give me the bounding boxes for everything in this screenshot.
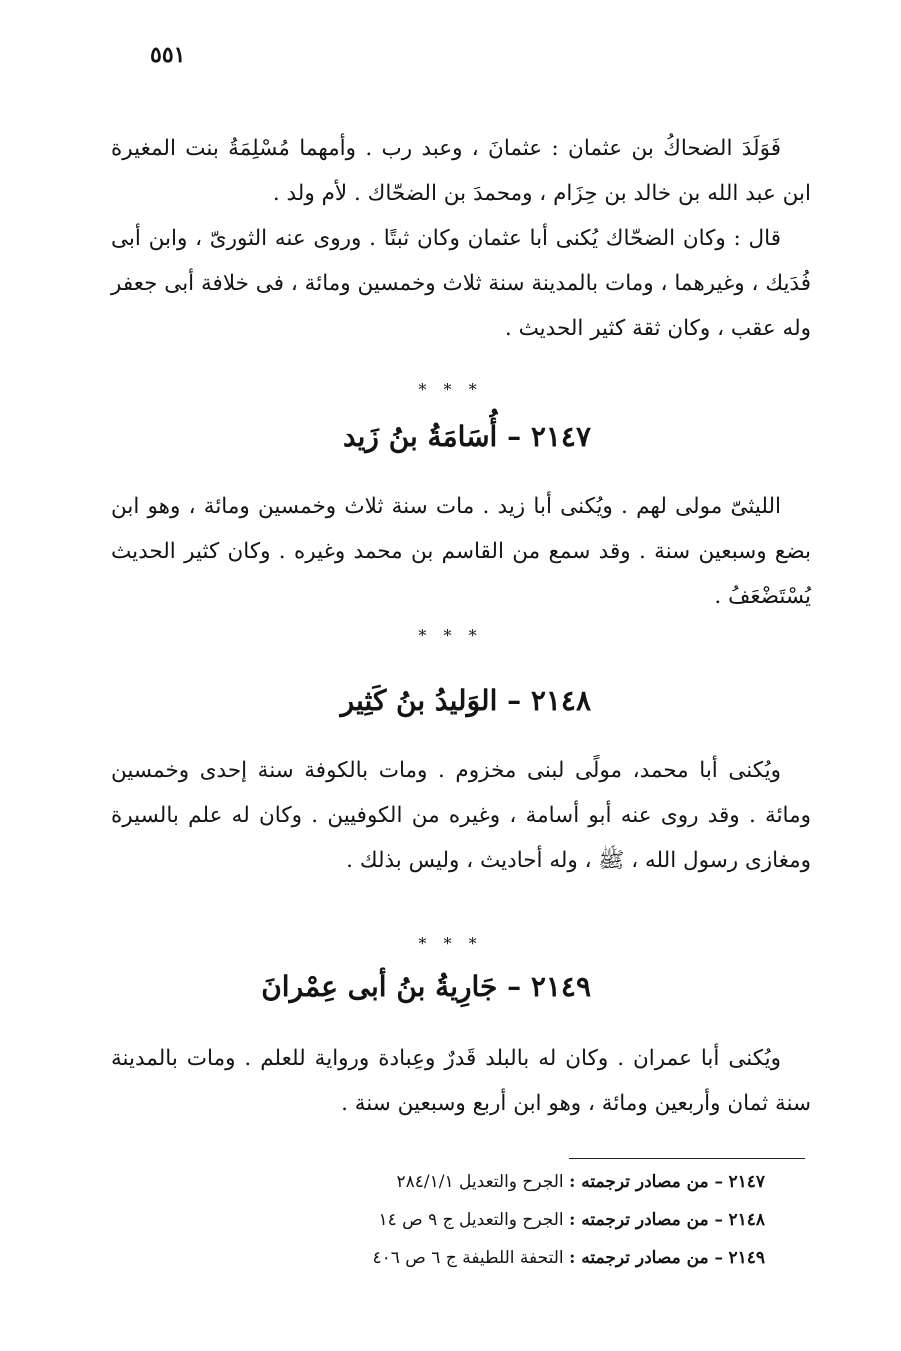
footnote-2147 (373, 1163, 766, 1201)
footnote-label: – من مصادر ترجمته : (569, 1248, 724, 1268)
entry-body-2149 (111, 1036, 811, 1126)
entry-title-2148: ٢١٤٨ – الوَليدُ بنُ كَثِير (340, 684, 591, 717)
footnote-label: – من مصادر ترجمته : (569, 1210, 724, 1230)
footnote-source: الجرح والتعديل ج ٩ ص ١٤ (378, 1210, 564, 1230)
intro-paragraph-2: قال : وكان الضحّاك يُكنى أبا عثمان وكان ثبتًا . وروى عنه الثورىّ ، وابن أبى فُدَيك ، وغيرهما ، ومات بالمدينة سنة ثلاث وخمسين ومائة ، فى خلافة أبى جعفر وله عقب ، وكان ثقة كثير الحديث . (111, 226, 811, 341)
entry-title-2147: ٢١٤٧ – أُسَامَةُ بنُ زَيد (342, 420, 591, 453)
section-separator: * * * (418, 380, 483, 399)
footnote-label: – من مصادر ترجمته : (569, 1172, 724, 1192)
page-number: ٥٥١ (150, 42, 186, 68)
entry-title-2149: ٢١٤٩ – جَارِيةُ بنُ أبى عِمْرانَ (261, 970, 591, 1003)
footnote-source: التحفة اللطيفة ج ٦ ص ٤٠٦ (372, 1248, 564, 1268)
footnote-number: ٢١٤٨ (728, 1210, 765, 1230)
entry-text-2147: الليثىّ مولى لهم . ويُكنى أبا زيد . مات سنة ثلاث وخمسين ومائة ، وهو ابن بضع وسبعين سنة . وقد سمع من القاسم بن محمد وغيره . وكان كثير الحديث يُسْتَضْعَفُ . (111, 494, 811, 609)
footnote-number: ٢١٤٩ (728, 1248, 765, 1268)
footnote-number: ٢١٤٧ (728, 1172, 765, 1192)
footnote-divider (569, 1158, 805, 1159)
section-separator: * * * (418, 626, 483, 645)
footnote-2149 (373, 1239, 766, 1277)
intro-paragraph-1: فَوَلَدَ الضحاكُ بن عثمان : عثمانَ ، وعبد رب . وأمهما مُسْلِمَةُ بنت المغيرة ابن عبد الله بن خالد بن حِزَام ، ومحمدَ بن الضحّاك . لأم ولد . (111, 136, 811, 206)
footnotes (373, 1163, 766, 1277)
entry-body-2147 (111, 484, 811, 619)
footnote-2148 (373, 1201, 766, 1239)
entry-text-2149: ويُكنى أبا عمران . وكان له بالبلد قَدرٌ وعِبادة ورواية للعلم . ومات بالمدينة سنة ثمان وأربعين ومائة ، وهو ابن أربع وسبعين سنة . (111, 1046, 811, 1116)
entry-text-2148: ويُكنى أبا محمد، مولًى لبنى مخزوم . ومات بالكوفة سنة إحدى وخمسين ومائة . وقد روى عنه أبو أسامة ، وغيره من الكوفيين . وكان له علم بالسيرة ومغازى رسول الله ، ﷺ ، وله أحاديث ، وليس بذلك . (111, 758, 811, 873)
section-separator: * * * (418, 934, 483, 953)
footnote-source: الجرح والتعديل ٢٨٤/١/١ (396, 1172, 564, 1192)
intro-text (111, 126, 811, 351)
entry-body-2148 (111, 748, 811, 883)
